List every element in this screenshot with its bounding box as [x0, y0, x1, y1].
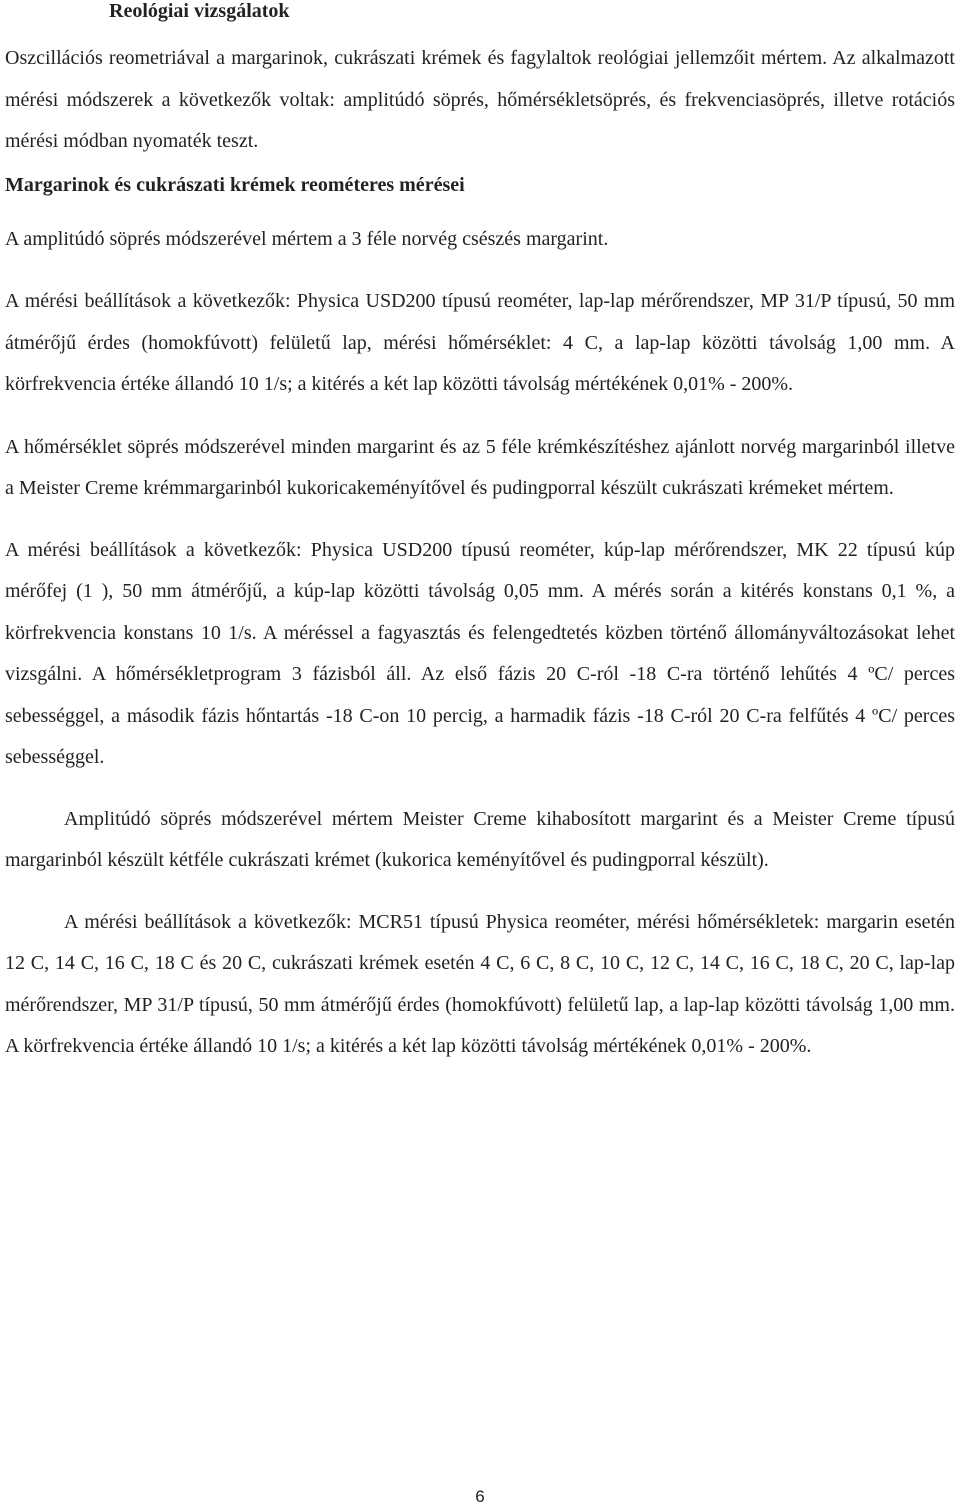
- paragraph-settings-2: A mérési beállítások a következők: Physica USD200 típusú reométer, kúp-lap mérőrendszer, MK 22 típusú kúp mérőfej (1 ), 50 mm átmérőjű, a kúp-lap közötti távolság 0,05 mm. A mérés során a kitérés konstans 0,1 %, a körfrekvencia konstans 10 1/s. A méréssel a fagyasztás és felengedtetés közben történő állományváltozásokat lehet vizsgálni. A hőmérsékletprogram 3 fázisból áll. Az első fázis 20 C-ról -18 C-ra történő lehűtés 4 ºC/ perces sebességgel, a második fázis hőntartás -18 C-on 10 percig, a harmadik fázis -18 C-ról 20 C-ra felfűtés 4 ºC/ perces sebességgel.: [5, 538, 955, 768]
- page-number: 6: [475, 1487, 485, 1506]
- document-page: [5, 0, 955, 1068]
- paragraph-meister-creme: Amplitúdó söprés módszerével mértem Meister Creme kihabosított margarint és a Meister Creme típusú margarinból készült kétféle cukrászati krémet (kukorica keményítővel és pudingporral készült).: [5, 807, 955, 871]
- paragraph-settings-3: A mérési beállítások a következők: MCR51 típusú Physica reométer, mérési hőmérsékletek: margarin esetén 12 C, 14 C, 16 C, 18 C és 20 C, cukrászati krémek esetén 4 C, 6 C, 8 C, 10 C, 12 C, 14 C, 16 C, 18 C, 20 C, lap-lap mérőrendszer, MP 31/P típusú, 50 mm átmérőjű érdes (homokfúvott) felületű lap, a lap-lap közötti távolság 1,00 mm. A körfrekvencia értéke állandó 10 1/s; a kitérés a két lap közötti távolság mértékének 0,01% - 200%.: [5, 910, 955, 1057]
- intro-paragraph: Oszcillációs reometriával a margarinok, cukrászati krémek és fagylaltok reológiai jellemzőit mértem. Az alkalmazott mérési módszerek a következők voltak: amplitúdó söprés, hőmérsékletsöprés, és frekvenciasöprés, illetve rotációs mérési módban nyomaték teszt.: [5, 47, 955, 152]
- paragraph-amplitude-margarine: A amplitúdó söprés módszerével mértem a 3 féle norvég csészés margarint.: [5, 227, 609, 250]
- paragraph-temperature-sweep: A hőmérséklet söprés módszerével minden margarint és az 5 féle krémkészítéshez ajánlott norvég margarinból illetve a Meister Creme krémmargarinból kukoricakeményítővel és pudingporral készült cukrászati krémeket mértem.: [5, 435, 955, 499]
- subsection-title: Margarinok és cukrászati krémek reométeres mérései: [5, 173, 465, 196]
- paragraph-settings-1: A mérési beállítások a következők: Physica USD200 típusú reométer, lap-lap mérőrendszer, MP 31/P típusú, 50 mm átmérőjű érdes (homokfúvott) felületű lap, mérési hőmérséklet: 4 C, a lap-lap közötti távolság 1,00 mm. A körfrekvencia értéke állandó 10 1/s; a kitérés a két lap közötti távolság mértékének 0,01% - 200%.: [5, 290, 955, 395]
- section-title: Reológiai vizsgálatok: [109, 0, 290, 22]
